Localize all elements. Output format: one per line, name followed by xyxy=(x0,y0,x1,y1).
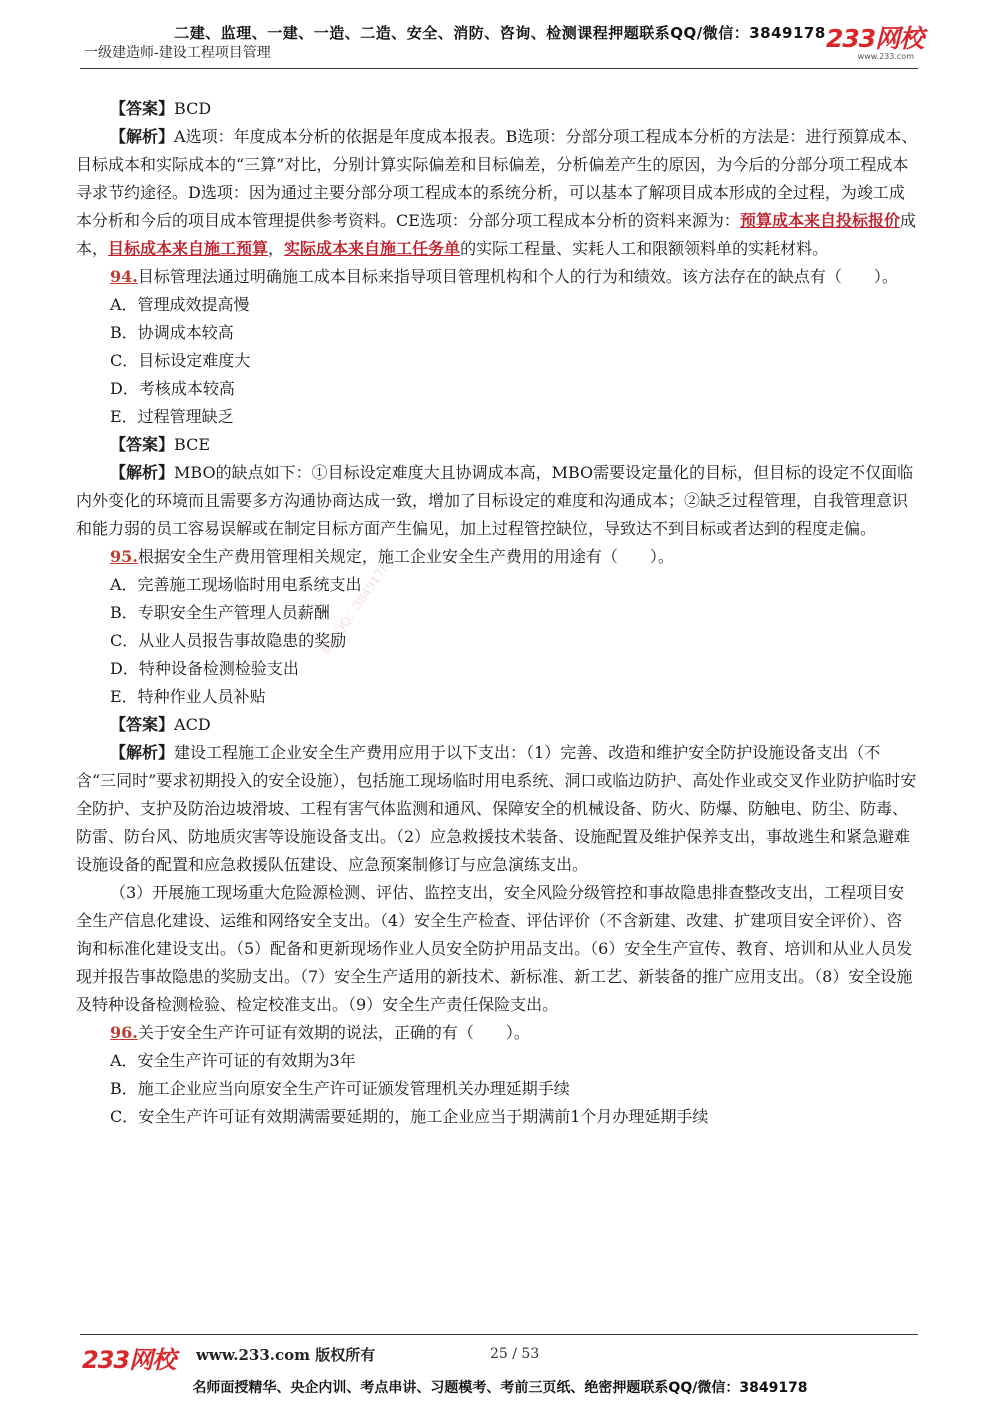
brand-logo-url: www.233.com xyxy=(857,52,914,61)
footer-promo-text: 名师面授精华、央企内训、考点串讲、习题模考、考前三页纸、绝密押题联系QQ/微信：3849178 xyxy=(192,1380,808,1396)
q96-stem xyxy=(76,1019,918,1047)
analysis-text: MBO的缺点如下：①目标设定难度大且协调成本高，MBO需要设定量化的目标，但目标的设定不仅面临内外变化的环境而且需要多方沟通协商达成一致，增加了目标设定的难度和沟通成本；②缺乏过程管理，自我管理意识和能力弱的员工容易误解或在制定目标方面产生偏见，加上过程管控缺位，导致达不到目标或者达到的程度走偏。 xyxy=(76,463,914,538)
question-text: 目标管理法通过明确施工成本目标来指导项目管理机构和个人的行为和绩效。该方法存在的缺点有（ ）。 xyxy=(137,267,898,286)
q95-analysis-continued: （3）开展施工现场重大危险源检测、评估、监控支出，安全风险分级管控和事故隐患排查整改支出，工程项目安全生产信息化建设、运维和网络安全支出。（4）安全生产检查、评估评价（不含新建、改建、扩建项目安全评价）、咨询和标准化建设支出。（5）配备和更新现场作业人员安全防护用品支出。（6）安全生产宣传、教育、培训和从业人员发现并报告事故隐患的奖励支出。（7）安全生产适用的新技术、新标准、新工艺、新装备的推广应用支出。（8）安全设施及特种设备检测检验、检定校准支出。（9）安全生产责任保险支出。 xyxy=(76,883,913,1014)
analysis-text-tail: 的实际工程量、实耗人工和限额领料单的实耗材料。 xyxy=(460,239,829,258)
page-number: 25 / 53 xyxy=(490,1346,540,1362)
q95-option-d: D．特种设备检测检验支出 xyxy=(110,659,299,678)
answer-label: 【答案】 xyxy=(110,715,175,734)
q96-option-c: C．安全生产许可证有效期满需要延期的，施工企业应当于期满前1个月办理延期手续 xyxy=(110,1107,709,1126)
q96-option-a: A．安全生产许可证的有效期为3年 xyxy=(110,1051,356,1070)
q95-analysis xyxy=(76,739,918,879)
q96-option-b: B．施工企业应当向原安全生产许可证颁发管理机关办理延期手续 xyxy=(110,1079,570,1098)
question-number[interactable]: 94. xyxy=(110,267,138,286)
answer-value: BCE xyxy=(174,435,210,454)
q93-answer xyxy=(76,95,918,123)
q95-option-c: C．从业人员报告事故隐患的奖励 xyxy=(110,631,347,650)
q95-option-b: B．专职安全生产管理人员薪酬 xyxy=(110,603,330,622)
highlight-actual-cost: 实际成本来自施工任务单 xyxy=(284,239,461,258)
analysis-text-mid: 成本， xyxy=(76,211,916,258)
highlight-target-cost: 目标成本来自施工预算 xyxy=(108,239,269,258)
answer-label: 【答案】 xyxy=(110,435,175,454)
analysis-text-sep: ， xyxy=(268,239,285,258)
analysis-label: 【解析】 xyxy=(110,127,175,146)
q94-analysis xyxy=(76,459,918,543)
answer-value: ACD xyxy=(174,715,211,734)
q94-option-d: D．考核成本较高 xyxy=(110,379,235,398)
q95-option-a: A．完善施工现场临时用电系统支出 xyxy=(110,575,362,594)
brand-logo xyxy=(826,26,926,64)
header-promo-text: 二建、监理、一建、一造、二造、安全、消防、咨询、检测课程押题联系QQ/微信：3849178 xyxy=(174,24,826,42)
q95-stem xyxy=(76,543,918,571)
footer-divider xyxy=(80,1334,918,1335)
analysis-text: 建设工程施工企业安全生产费用应用于以下支出：（1）完善、改造和维护安全防护设施设备支出（不含“三同时”要求初期投入的安全设施），包括施工现场临时用电系统、洞口或临边防护、高处作业或交叉作业防护临时安全防护、支护及防治边坡滑坡、工程有害气体监测和通风、保障安全的机械设备、防火、防爆、防触电、防尘、防毒、防雷、防台风、防地质灾害等设施设备支出。（2）应急救援技术装备、设施配置及维护保养支出，事故逃生和紧急避难设施设备的配置和应急救援队伍建设、应急预案制修订与应急演练支出。 xyxy=(76,743,917,874)
header-divider xyxy=(80,68,918,69)
footer-logo: 233网校 xyxy=(82,1346,176,1374)
question-number[interactable]: 96. xyxy=(110,1023,138,1042)
analysis-label: 【解析】 xyxy=(110,463,175,482)
q94-option-a: A．管理成效提高慢 xyxy=(110,295,250,314)
answer-value: BCD xyxy=(174,99,212,118)
page-content xyxy=(76,95,918,1131)
q95-answer xyxy=(76,711,918,739)
question-number[interactable]: 95. xyxy=(110,547,138,566)
q93-analysis xyxy=(76,123,918,263)
footer-copyright: www.233.com 版权所有 xyxy=(196,1346,376,1364)
watermark: 微信QQ：3849178 xyxy=(317,560,393,658)
q94-option-c: C．目标设定难度大 xyxy=(110,351,251,370)
highlight-budget-cost: 预算成本来自投标报价 xyxy=(739,211,900,230)
header-subject-title: 一级建造师-建设工程项目管理 xyxy=(84,45,271,61)
q94-option-b: B．协调成本较高 xyxy=(110,323,234,342)
analysis-text: A选项：年度成本分析的依据是年度成本报表。B选项：分部分项工程成本分析的方法是：进行预算成本、目标成本和实际成本的“三算”对比，分别计算实际偏差和目标偏差，分析偏差产生的原因，为今后的分部分项工程成本寻求节约途径。D选项：因为通过主要分部分项工程成本的系统分析，可以基本了解项目成本形成的全过程，为竣工成本分析和今后的项目成本管理提供参考资料。CE选项：分部分项工程成本分析的资料来源为： xyxy=(76,127,918,230)
q94-stem xyxy=(76,263,918,291)
q95-option-e: E．特种作业人员补贴 xyxy=(110,687,266,706)
analysis-label: 【解析】 xyxy=(110,743,175,762)
question-text: 根据安全生产费用管理相关规定，施工企业安全生产费用的用途有（ ）。 xyxy=(137,547,674,566)
answer-label: 【答案】 xyxy=(110,99,175,118)
brand-logo-text: 233网校 xyxy=(826,24,924,53)
question-text: 关于安全生产许可证有效期的说法，正确的有（ ）。 xyxy=(137,1023,530,1042)
q94-option-e: E．过程管理缺乏 xyxy=(110,407,234,426)
q94-answer xyxy=(76,431,918,459)
